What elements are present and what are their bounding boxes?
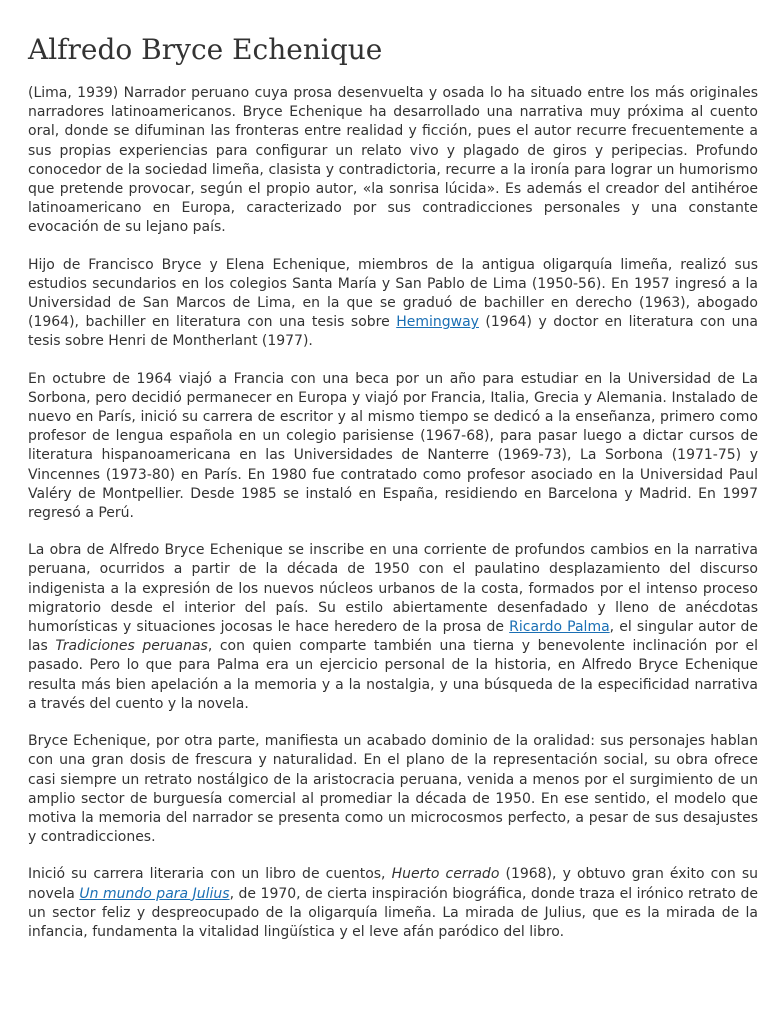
paragraph-text: , el singular autor de las xyxy=(28,619,758,655)
paragraph-text: Inició su carrera literaria con un libro de cuentos, xyxy=(28,866,392,883)
paragraph-text: (1964) y doctor en literatura con una tesis sobre Henri de Montherlant (1977). xyxy=(28,314,758,350)
paragraph-text: La obra de Alfredo Bryce Echenique se inscribe en una corriente de profundos cambios en la narrativa peruana, ocurridos a partir de la década de 1950 con el paulatino desplazamiento del discurso indigenista a la expresión de los nuevos núcleos urbanos de la costa, formados por el intenso proceso migratorio desde el interior del país. Su estilo abiertamente desenfadado y lleno de anécdotas humorísticas y situaciones jocosas le hace heredero de la prosa de xyxy=(28,542,758,636)
paragraph-work xyxy=(28,541,758,714)
link-ricardo-palma[interactable]: Ricardo Palma xyxy=(509,619,610,636)
paragraph-biography xyxy=(28,256,758,352)
paragraph-text: , de 1970, de cierta inspiración biográfica, donde traza el irónico retrato de un sector feliz y despreocupado de la oligarquía limeña. La mirada de Julius, que es la mirada de la infancia, fundamenta la vitalidad lingüística y el leve afán paródico del libro. xyxy=(28,885,758,940)
paragraph-text: Hijo de Francisco Bryce y Elena Echenique, miembros de la antigua oligarquía limeña, realizó sus estudios secundarios en los colegios Santa María y San Pablo de Lima (1950-56). En 1957 ingresó a la Universidad de San Marcos de Lima, en la que se graduó de bachiller en derecho (1963), abogado (1964), bachiller en literatura con una tesis sobre xyxy=(28,256,758,331)
paragraph-text: (1968), y obtuvo gran éxito con su novela xyxy=(28,866,758,902)
paragraph-orality: Bryce Echenique, por otra parte, manifiesta un acabado dominio de la oralidad: sus personajes hablan con una gran dosis de frescura y naturalidad. En el plano de la representación social, su obra ofrece casi siempre un retrato nostálgico de la aristocracia peruana, venida a menos por el surgimiento de un amplio sector de burguesía comercial al promediar la década de 1950. En ese sentido, el modelo que motiva la memoria del narrador se presenta como un microcosmos perfecto, a pesar de sus desajustes y contradicciones. xyxy=(28,733,758,846)
book-title-tradiciones: Tradiciones peruanas xyxy=(55,638,208,655)
paragraph-text: , con quien comparte también una tierna y benevolente inclinación por el pasado. Pero lo que para Palma era un ejercicio personal de la historia, en Alfredo Bryce Echenique resulta más bien apelación a la memoria y a la nostalgia, y una búsqueda de la especificidad narrativa a través del cuento y la novela. xyxy=(28,638,758,712)
link-un-mundo-para-julius[interactable]: Un mundo para Julius xyxy=(79,885,230,902)
page-title: Alfredo Bryce Echenique xyxy=(28,33,383,66)
paragraph-career: En octubre de 1964 viajó a Francia con una beca por un año para estudiar en la Universidad de La Sorbona, pero decidió permanecer en Europa y viajó por Francia, Italia, Grecia y Alemania. Instalado de nuevo en París, inició su carrera de escritor y al mismo tiempo se dedicó a la enseñanza, primero como profesor de lengua española en un colegio parisiense (1967-68), para pasar luego a dictar cursos de literatura hispanoamericana en las Universidades de Nanterre (1969-73), La Sorbona (1971-75) y Vincennes (1973-80) en París. En 1980 fue contratado como profesor asociado en la Universidad Paul Valéry de Montpellier. Desde 1985 se instaló en España, residiendo en Barcelona y Madrid. En 1997 regresó a Perú. xyxy=(28,370,758,522)
link-hemingway[interactable]: Hemingway xyxy=(396,314,479,331)
book-title-huerto: Huerto cerrado xyxy=(391,866,500,883)
paragraph-intro: (Lima, 1939) Narrador peruano cuya prosa desenvuelta y osada lo ha situado entre los más originales narradores latinoamericanos. Bryce Echenique ha desarrollado una narrativa muy próxima al cuento oral, donde se difuminan las fronteras entre realidad y ficción, pues el autor recurre frecuentemente a sus propias experiencias para configurar un relato vivo y plagado de giros y peripecias. Profundo conocedor de la sociedad limeña, clasista y contradictoria, recurre a la ironía para lograr un humorismo que pretende provocar, según el propio autor, «la sonrisa lúcida». Es además el creador del antihéroe latinoamericano en Europa, caracterizado por sus contradicciones personales y una constante evocación de su lejano país. xyxy=(28,85,758,236)
paragraph-beginnings xyxy=(28,865,758,942)
